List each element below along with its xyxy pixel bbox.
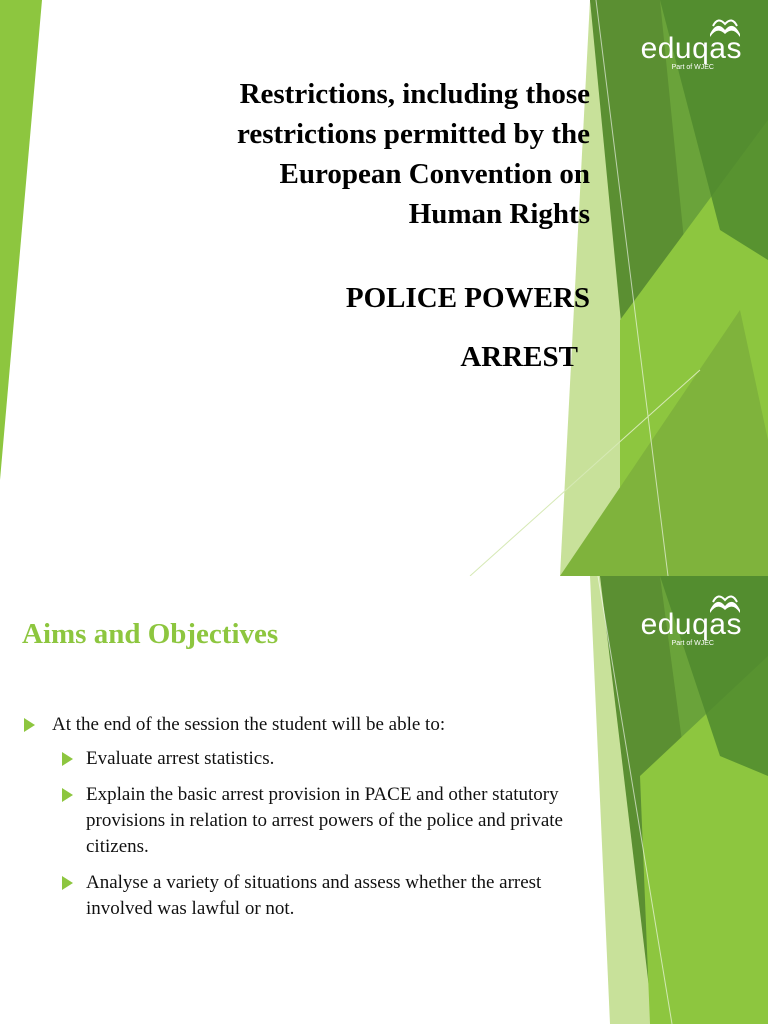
objective-text: Analyse a variety of situations and assess whether the arrest involved was lawful or not. — [86, 872, 542, 919]
logo-tagline: Part of WJEC — [671, 64, 714, 71]
slide-title — [150, 74, 590, 234]
list-item — [24, 712, 564, 738]
eduqas-logo — [632, 14, 742, 74]
logo-wordmark: eduqas — [640, 32, 742, 65]
title-line: Restrictions, including those — [239, 78, 590, 110]
subtitle-police-powers: POLICE POWERS — [345, 282, 590, 314]
slide-title: Aims and Objectives — [22, 618, 279, 650]
bullet-arrow-icon — [62, 788, 73, 802]
aims-slide — [0, 576, 768, 1024]
eduqas-logo — [632, 590, 742, 650]
intro-text: At the end of the session the student will be able to: — [52, 714, 446, 735]
logo-wordmark: eduqas — [640, 608, 742, 641]
objective-text: Evaluate arrest statistics. — [86, 748, 275, 769]
objectives-list — [24, 712, 564, 932]
title-line: restrictions permitted by the — [236, 118, 590, 150]
logo-tagline: Part of WJEC — [671, 640, 714, 647]
title-line: Human Rights — [408, 198, 590, 230]
left-accent-stripe — [0, 0, 42, 480]
bullet-arrow-icon — [62, 876, 73, 890]
objective-text: Explain the basic arrest provision in PACE and other statutory provisions in relation to arrest powers of the police and private citizens. — [86, 784, 563, 857]
subtitle-arrest: ARREST — [460, 341, 578, 373]
title-line: European Convention on — [279, 158, 590, 190]
list-item — [24, 746, 564, 772]
list-item — [24, 782, 564, 860]
bullet-arrow-icon — [24, 718, 35, 732]
bullet-arrow-icon — [62, 752, 73, 766]
list-item — [24, 870, 564, 922]
